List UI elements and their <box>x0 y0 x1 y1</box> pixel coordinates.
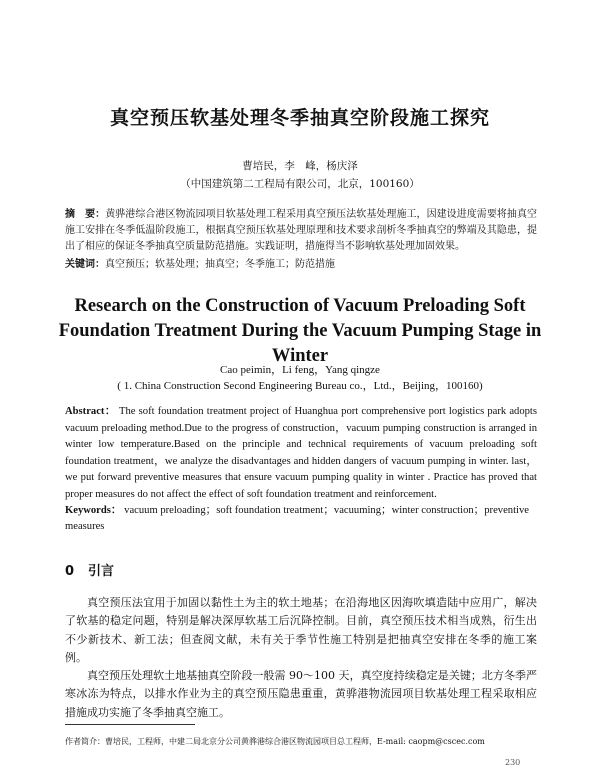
body-text <box>65 594 537 722</box>
english-abstract <box>65 404 537 504</box>
english-affiliation: ( 1. China Construction Second Engineering Bureau co.，Ltd.，Beijing，100160) <box>117 380 483 392</box>
chinese-keywords-text: 真空预压；软基处理；抽真空；冬季施工；防范措施 <box>105 259 335 270</box>
english-keywords-label: Keywords： <box>65 505 122 516</box>
page-number: 230 <box>505 758 521 767</box>
english-authors: Cao peimin，Li feng，Yang qingze <box>220 364 380 376</box>
chinese-keywords-label: 关键词： <box>65 259 105 270</box>
english-title: Research on the Construction of Vacuum Preloading Soft Foundation Treatment During the Vacuum Pumping Stage in Winter <box>58 296 542 366</box>
chinese-title: 真空预压软基处理冬季抽真空阶段施工探究 <box>109 107 490 129</box>
section-number: 0 <box>65 564 75 579</box>
section-heading <box>65 560 114 579</box>
chinese-affiliation: （中国建筑第二工程局有限公司，北京，100160） <box>180 178 420 190</box>
english-keywords <box>65 503 537 535</box>
english-keywords-text: vacuum preloading；soft foundation treatment；vacuuming；winter construction；preventive measures <box>65 505 529 532</box>
chinese-abstract <box>65 207 537 255</box>
english-abstract-text: The soft foundation treatment project of Huanghua port comprehensive port logistics park adopts vacuum preloading method.Due to the progress of construction，vacuum pumping construction is arranged in winter low temperature.Based on the principle and technical requirements of vacuum preloading soft foundation treatment，we analyze the disadvantages and hidden dangers of vacuum pumping in winter. last，we put forward preventive measures that ensure vacuum pumping quality in winter . Practice has proved that proper measures do not affect the effect of soft foundation treatment and reinforcement. <box>65 406 537 500</box>
english-abstract-label: Abstract： <box>65 406 117 417</box>
chinese-authors: 曹培民，李 峰，杨庆泽 <box>242 160 358 172</box>
footnote: 作者简介：曹培民，工程师，中建二局北京分公司黄骅港综合港区物流园项目总工程师，E-mail: caopm@cscec.com <box>65 737 485 746</box>
body-paragraph: 真空预压处理软土地基抽真空阶段一般需 90～100 天，真空度持续稳定是关键；北方冬季严寒冰冻为特点，以排水作业为主的真空预压隐患重重，黄骅港物流园项目软基处理工程采取相应措施成功实施了冬季抽真空施工。 <box>65 669 537 719</box>
section-title: 引言 <box>88 564 115 579</box>
chinese-abstract-text: 黄骅港综合港区物流园项目软基处理工程采用真空预压法软基处理施工，因建设进度需要将抽真空施工安排在冬季低温阶段施工，根据真空预压软基处理原理和技术要求剖析冬季抽真空的弊端及其隐患，提出了相应的保证冬季抽真空质量防范措施。实践证明，措施得当不影响软基处理加固效果。 <box>65 209 538 252</box>
chinese-keywords <box>65 257 537 273</box>
chinese-abstract-label: 摘 要： <box>65 209 106 220</box>
body-paragraph: 真空预压法宜用于加固以黏性土为主的软土地基；在沿海地区因海吹填造陆中应用广，解决了软基的稳定问题，特别是解决深厚软基工后沉降控制。目前，真空预压技术相当成熟，衍生出不少新技术、新工法；但查阅文献，未有关于季节性施工特别是把抽真空安排在冬季的施工案例。 <box>65 596 537 664</box>
footnote-rule <box>65 724 195 725</box>
